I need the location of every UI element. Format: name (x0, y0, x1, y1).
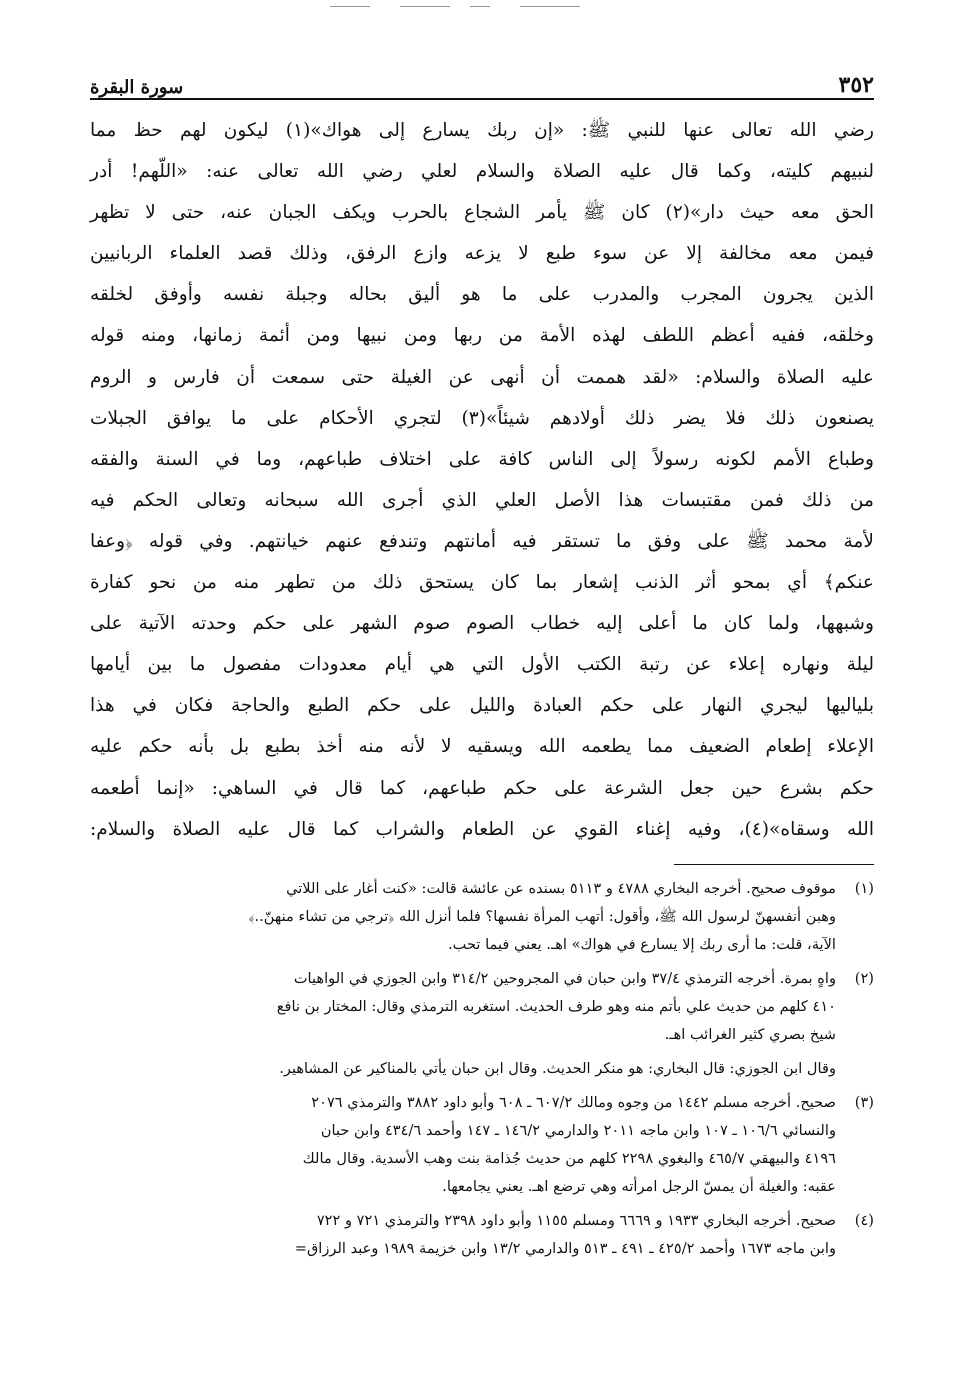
text-line: بلياليها ليجري النهار على حكم العبادة والليل على حكم الطبع والحاجة فكان في هذا (90, 695, 874, 717)
text-line: يصنعون ذلك فلا يضر ذلك أولادهم شيئاً»(٣) لتجري الأحكام على ما يوافق الجبلات (90, 407, 874, 429)
footnote-2-note: وقال ابن الجوزي: قال البخاري: هو منكر الحديث. وقال ابن حبان يأتي بالمناكير عن المشاهير. (279, 1059, 836, 1077)
text-line: عليه الصلاة والسلام: «لقد هممت أن أنهى عن الغيلة حتى سمعت أن فارس و الروم (90, 366, 874, 388)
footnote-2 (90, 965, 874, 1049)
footnote-line: الآية، قلت: ما أرى ربك إلا يسارع في هواك» اهـ. يعني فيما تحب. (448, 935, 836, 953)
footnote-text (90, 875, 836, 959)
text-line: وخلقه، ففيه أعظم اللطف لهذه الأمة من ربها ومن نبيها ومن أئمة زمانها، ومنه قوله (90, 325, 874, 347)
footnote-line: صحيح. أخرجه مسلم ١٤٤٢ من وجوه ومالك ٦٠٧/٢ ـ ٦٠٨ وأبو داود ٣٨٨٢ والترمذي ٢٠٧٦ (311, 1093, 836, 1111)
footnote-line: وابن ماجه ١٦٧٣ وأحمد ٤٢٥/٢ ـ ٤٩١ ـ ٥١٣ والدارمي ١٣/٢ وابن خزيمة ١٩٨٩ وعبد الرزاق= (294, 1239, 836, 1257)
footnote-line: شيخ بصري كثير الغرائب اهـ. (664, 1025, 836, 1043)
text-line: وشبهها، ولما كان ما أعلى إليه خطاب الصوم صوم الشهر على حكم وحدته الآتية على (90, 613, 874, 635)
footnote-4 (90, 1207, 874, 1263)
main-text (90, 110, 874, 850)
footnote-number: (٣) (854, 1093, 874, 1111)
text-line: فيمن معه مخالفة إلا عن سوء طبع لا يزعه وازع الرفق، وذلك قصد العلماء الربانيين (90, 243, 874, 265)
book-page (90, 60, 874, 1263)
footnote-line: صحيح. أخرجه البخاري ١٩٣٣ و ٦٦٦٩ ومسلم ١١٥٥ وأبو داود ٢٣٩٨ والترمذي ٧٢١ و ٧٢٢ (316, 1211, 836, 1229)
surah-title: سورة البقرة (90, 77, 184, 98)
text-line: لأمة محمد ﷺ على وفق ما تستقر فيه أمانتهم وتندفع عنهم خيانتهم. وفي قوله ﴿وعفا (90, 530, 874, 552)
text-line: وطباع الأمم لكونه رسولاً إلى الناس كافة على اختلاف طباعهم، وما في السنة والفقه (90, 448, 874, 470)
footnote-number: (٤) (854, 1211, 874, 1229)
footnote-line: عقبه: والغيلة أن يمسّ الرجل امرأته وهي ترضع اهـ. يعني يجامعها. (442, 1177, 836, 1195)
text-line: الحق معه حيث دار»(٢) كان ﷺ يأمر الشجاع بالحرب ويكف الجبان عنه، حتى لا تظهر (90, 202, 874, 224)
text-line: من ذلك فمن مقتبسات هذا الأصل العلي الذي أجرى الله سبحانه وتعالى الحكم فيه (90, 489, 874, 511)
footnote-line: واهٍ بمرة. أخرجه الترمذي ٣٧/٤ وابن حبان في المجروحين ٣١٤/٢ وابن الجوزي في الواهيات (293, 969, 836, 987)
page-number: ٣٥٢ (838, 72, 874, 98)
footnote-text (90, 1207, 836, 1263)
page-header (90, 60, 874, 100)
text-line: لنبيهم كليته، وكما قال عليه الصلاة والسلام لعلي رضي الله تعالى عنه: «اللّهم! أدر (90, 161, 874, 183)
footnote-divider (674, 864, 874, 865)
text-line: الله وسقاه»(٤)، وفيه إغناء القوي عن الطعام والشراب كما قال عليه الصلاة والسلام: (90, 818, 874, 840)
footnotes (90, 875, 874, 1263)
text-line: الذين يجرون المجرب والمدرب على ما هو أليق بحاله وجبلة نفسه وأوفق لخلقه (90, 284, 874, 306)
footnote-line: والنسائي ١٠٦/٦ ـ ١٠٧ وابن ماجه ٢٠١١ والدارمي ١٤٦/٢ ـ ١٤٧ وأحمد ٤٣٤/٦ وابن حبان (320, 1121, 836, 1139)
footnote-3 (90, 1089, 874, 1201)
scan-marks (0, 6, 964, 16)
footnote-text (90, 1089, 836, 1201)
text-line: الإعلاء إطعام الضعيف مما يطعمه الله ويسقيه لا لأنه منه أخذ بطبع بل بأنه حكم عليه (90, 736, 874, 758)
footnote-number: (١) (854, 879, 874, 897)
footnote-1 (90, 875, 874, 959)
footnote-text (90, 965, 836, 1049)
text-line: رضي الله تعالى عنها للنبي ﷺ: «إن ربك يسارع إلى هواك»(١) ليكون لهم حظ مما (90, 120, 874, 141)
footnote-line: موقوف صحيح. أخرجه البخاري ٤٧٨٨ و ٥١١٣ بسنده عن عائشة قالت: «كنت أغار على اللاتي (286, 879, 836, 897)
text-line: عنكم﴾ أي بمحو أثر الذنب إشعار بما كان يستحق ذلك من تطهر منه من نحو كفارة (90, 572, 874, 594)
text-line: ليلة ونهاره إعلاء عن رتبة الكتب الأول التي هي أيام معدودات مفصول ما بين أيامها (90, 654, 874, 676)
footnote-line: وهبن أنفسهنّ لرسول الله ﷺ، وأقول: أتهب المرأة نفسها؟ فلما أنزل الله ﴿ترجي من تشاء منهنّ..﴾ (248, 907, 836, 925)
footnote-line: ٤١٠ كلهم من حديث علي بأتم منه وهو طرف الحديث. استغربه الترمذي وقال: المختار بن نافع (276, 997, 836, 1015)
text-line: حكم بشرع حين جعل الشرعة على حكم طباعهم، كما قال في الساهي: «إنما أطعمه (90, 777, 874, 799)
footnote-line: ٤١٩٦ والبيهقي ٤٦٥/٧ والبغوي ٢٢٩٨ كلهم من حديث جُذامة بنت وهب الأسدية. وقال مالك (302, 1149, 836, 1167)
footnote-number: (٢) (854, 969, 874, 987)
